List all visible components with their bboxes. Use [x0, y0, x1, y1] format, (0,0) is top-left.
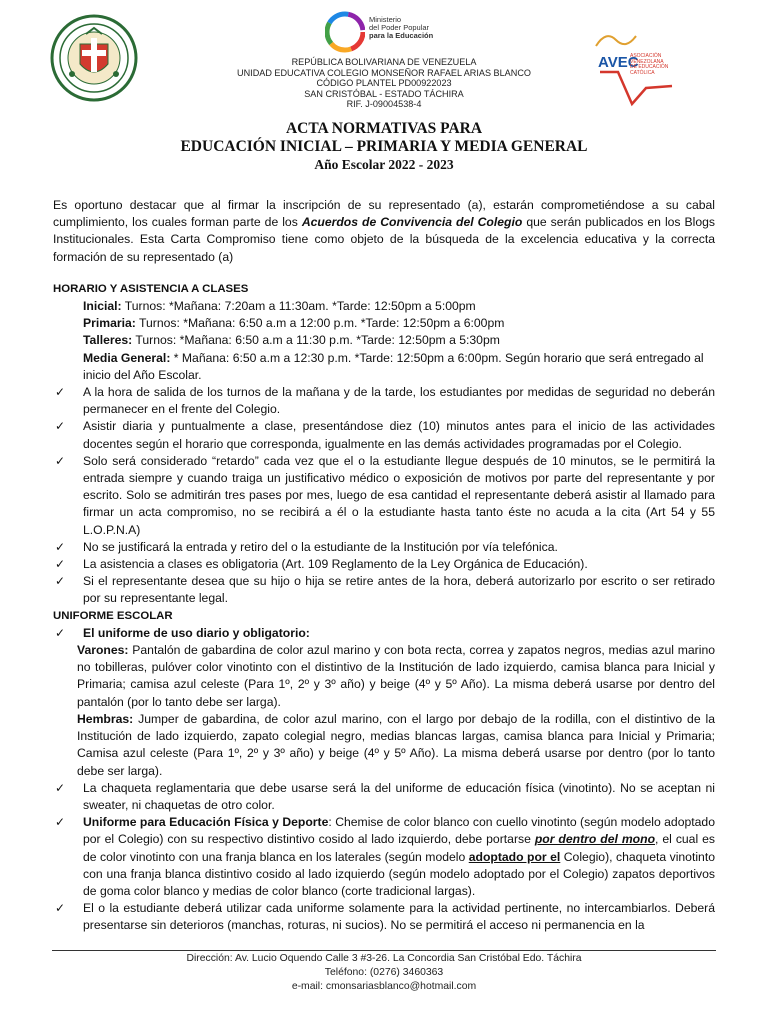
rule-item [53, 556, 715, 573]
footer-email: e-mail: cmonsariasblanco@hotmail.com [291, 981, 477, 992]
ministry-logo-text [369, 16, 433, 40]
varones-label: Varones: [77, 643, 129, 658]
rule-item [53, 573, 715, 607]
schedule-list [53, 298, 715, 384]
section-heading-uniforme: UNIFORME ESCOLAR [53, 609, 173, 622]
ministry-logo-line: Ministerio [369, 15, 402, 24]
check-icon: ✓ [55, 574, 66, 589]
check-icon: ✓ [55, 539, 66, 554]
rule-item-educacion-fisica [53, 814, 715, 900]
ef-text: : Chemise de color blanco con cuello vinotinto (según modelo adoptado por el Colegio) con su respectivo distintivo cosido al lado izquierdo, debe portarse [83, 815, 715, 847]
title-line-1: ACTA NORMATIVAS PARA [285, 120, 483, 137]
schedule-label: Primaria: [83, 316, 136, 331]
ministry-education-logo [325, 10, 445, 56]
schedule-text: Turnos: *Mañana: 6:50 a.m a 12:00 p.m. *Tarde: 12:50pm a 6:00pm [135, 316, 505, 331]
institution-header [170, 57, 598, 110]
uniform-daily-heading [53, 625, 715, 642]
ef-text: , el cual es de color vinotinto con una franja blanca en los laterales (según modelo [83, 832, 716, 864]
chaqueta-text: La chaqueta reglamentaria que debe usarse será la del uniforme de educación física (vinotinto). No se aceptan ni sweater, ni chaquetas de otro color. [83, 780, 715, 812]
intro-paragraph [53, 197, 715, 266]
check-icon: ✓ [55, 453, 66, 468]
check-icon: ✓ [55, 385, 66, 400]
school-seal-logo [50, 14, 138, 102]
schedule-text: * Mañana: 6:50 a.m a 12:30 p.m. *Tarde: 12:50pm a 6:00pm. Según horario que será entregado al inicio del Año Escolar. [83, 350, 704, 382]
footer-phone: Teléfono: (0276) 3460363 [324, 967, 444, 978]
section-heading-horario: HORARIO Y ASISTENCIA A CLASES [53, 282, 249, 295]
rule-item-chaqueta [53, 780, 715, 814]
rule-text: La asistencia a clases es obligatoria (Art. 109 Reglamento de la Ley Orgánica de Educación). [83, 557, 588, 572]
document-body [53, 197, 715, 935]
schedule-label: Media General: [83, 350, 171, 365]
schedule-row [83, 298, 715, 315]
school-year: Año Escolar 2022 - 2023 [314, 157, 454, 172]
check-icon: ✓ [55, 815, 66, 830]
check-icon: ✓ [55, 419, 66, 434]
avec-logo [592, 26, 702, 110]
avec-wordmark: AVEC [598, 54, 639, 71]
ministry-logo-line: del Poder Popular [369, 23, 430, 32]
intro-text: que serán publicados en los Blogs Institucionales. Esta Carta Compromiso tiene como objeto de la búsqueda de la excelencia educativa y la correcta formación de su representado (a) [53, 215, 716, 264]
check-icon: ✓ [55, 901, 66, 916]
rule-item-last [53, 900, 715, 934]
institution-line: REPÚBLICA BOLIVARIANA DE VENEZUELA [291, 57, 477, 67]
hembras-label: Hembras: [77, 711, 134, 726]
avec-subtitle: ASOCIACIÓN VENEZOLANA DE EDUCACIÓN CATÓLICA [630, 53, 669, 76]
title-line-2: EDUCACIÓN INICIAL – PRIMARIA Y MEDIA GENERAL [180, 138, 588, 155]
ministry-logo-line: para la Educación [369, 31, 434, 40]
check-icon: ✓ [55, 780, 66, 795]
uniform-daily-heading-text: El uniforme de uso diario y obligatorio: [83, 625, 310, 640]
rule-text: Si el representante desea que su hijo o hija se retire antes de la hora, deberá autorizarlo por escrito o ser retirado por su representante legal. [83, 574, 715, 606]
institution-line: SAN CRISTÓBAL - ESTADO TÁCHIRA [304, 88, 464, 99]
document-title [0, 120, 768, 174]
rule-item [53, 539, 715, 556]
rule-text: Asistir diaria y puntualmente a clase, presentándose diez (10) minutos antes para el inicio de las actividades docentes según el horario que corresponda, igualmente en las demás actividades programadas por el Colegio. [83, 419, 715, 451]
rule-item [53, 453, 715, 539]
uniform-hembras [53, 711, 715, 780]
page-footer [0, 952, 768, 994]
rule-text: Solo será considerado “retardo” cada vez que el o la estudiante llegue después de 10 minutos, se le permitirá la entrada siempre y cuando traiga un justificativo médico o exposición de motivos por parte del representante y por escrito. Solo se admitirán tres pases por mes, luego de esa cantidad el representante deberá asistir al llamado para firmar un acta compromiso, no se recibirá a él o la estudiante hasta tanto éste no acuda a la cita (Art 54 y 55 L.O.P.N.A) [83, 453, 715, 537]
schedule-row [83, 350, 715, 384]
varones-text: Pantalón de gabardina de color azul marino y con bota recta, correa y zapatos negros, medias azul marino no tobilleras, pulóver color vinotinto con el distintivo de la Institución de lado izquierdo, camisa blanca para Inicial y Primaria; camisa azul celeste (Para 1º, 2º y 3º año) y beige (4º y 5º Año). La misma deberá usarse por dentro del pantalón (por lo tanto debe ser larga). [77, 643, 715, 709]
rule-item [53, 384, 715, 418]
schedule-text: Turnos: *Mañana: 6:50 a.m a 11:30 p.m. *Tarde: 12:50pm a 5:30pm [132, 333, 500, 348]
check-icon: ✓ [55, 557, 66, 572]
last-rule-text: El o la estudiante deberá utilizar cada uniforme solamente para la actividad pertinente, no intercambiarlos. Deberá presentarse sin deterioros (manchas, roturas, ni sucios). No se permitirá el acceso ni permanencia en la [83, 901, 715, 933]
schedule-text: Turnos: *Mañana: 7:20am a 11:30am. *Tarde: 12:50pm a 5:00pm [121, 299, 476, 314]
check-icon: ✓ [55, 625, 66, 640]
ef-label: Uniforme para Educación Física y Deporte [83, 815, 329, 830]
intro-text: Es oportuno destacar que al firmar la inscripción de su representado (a), estarán comprometiéndose a su cabal cumplimiento, los cuales forman parte de los [53, 198, 715, 230]
uniform-varones [53, 642, 715, 711]
institution-line: CÓDIGO PLANTEL PD00922023 [316, 78, 452, 89]
rule-text: No se justificará la entrada y retiro del o la estudiante de la Institución por vía telefónica. [83, 539, 558, 554]
ef-emphasis: por dentro del mono [534, 832, 656, 847]
footer-divider [52, 950, 716, 951]
schedule-row [83, 315, 715, 332]
ef-text: Colegio), chaqueta vinotinto con una franja blanca distintivo cosido al lado izquierdo (según modelo adoptado por el Colegio) zapatos deportivos de goma color blanco y medias de color blanco (corte tradicional largas). [83, 849, 715, 898]
schedule-row [83, 332, 715, 349]
rule-item [53, 418, 715, 452]
ef-emphasis: adoptado por el [468, 849, 561, 864]
rule-text: A la hora de salida de los turnos de la mañana y de la tarde, los estudiantes por medidas de seguridad no deberán permanecer en el frente del Colegio. [83, 385, 715, 417]
institution-line: RIF. J-09004538-4 [346, 99, 422, 110]
schedule-label: Inicial: [83, 299, 122, 314]
footer-address: Dirección: Av. Lucio Oquendo Calle 3 #3-26. La Concordia San Cristóbal Edo. Táchira [186, 953, 582, 964]
schedule-label: Talleres: [83, 333, 133, 348]
hembras-text: Jumper de gabardina, de color azul marino, con el largo por debajo de la rodilla, con el distintivo de la Institución de lado izquierdo, zapato colegial negro, medias blancas largas, camisa blanca para Inicial y Primaria; Camisa azul celeste (Para 1º, 2º y 3º año) y beige (4º y 5º Año). La misma deberá usarse por dentro (por lo tanto debe ser larga). [77, 711, 715, 778]
intro-emphasis: Acuerdos de Convivencia del Colegio [301, 215, 523, 230]
institution-line: UNIDAD EDUCATIVA COLEGIO MONSEÑOR RAFAEL ARIAS BLANCO [237, 67, 531, 78]
